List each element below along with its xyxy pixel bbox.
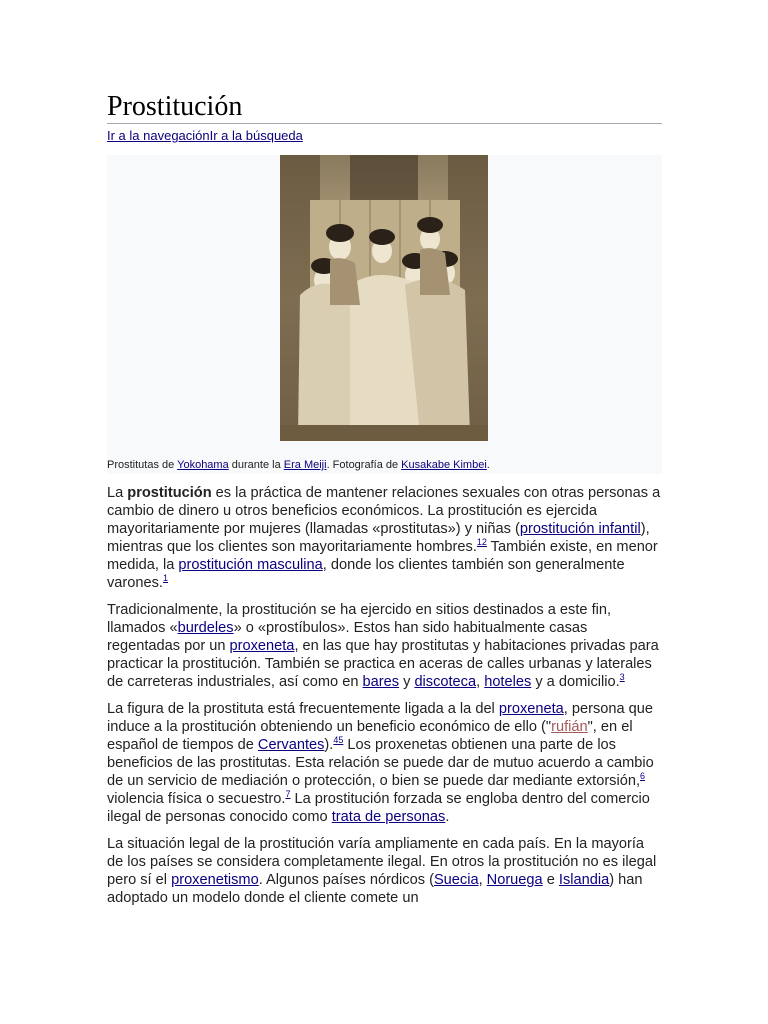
article-body bbox=[107, 484, 662, 916]
text: , bbox=[476, 674, 485, 690]
link-discoteca[interactable]: discoteca bbox=[414, 674, 477, 690]
text: La prostitución forzada se engloba dentro del comercio ilegal de personas conocido como bbox=[107, 791, 650, 825]
bold-term: prostitución bbox=[127, 485, 212, 501]
link-proxeneta[interactable]: proxeneta bbox=[498, 701, 564, 717]
reference-link[interactable]: 1 bbox=[162, 573, 168, 584]
text: Tradicionalmente, la prostitución se ha ejercido en sitios destinados a este fin, llamados « bbox=[107, 602, 612, 636]
paragraph-1 bbox=[107, 484, 662, 592]
text: es la práctica de mantener relaciones sexuales con otras personas a cambio de dinero u otros beneficios económicos. La prostitución es ejercida mayoritariamente por mujeres (llamadas «prostitutas») y niñas ( bbox=[107, 485, 661, 537]
link-yokohama[interactable]: Yokohama bbox=[177, 459, 229, 471]
caption-text: . Fotografía de bbox=[326, 459, 402, 471]
text: Los proxenetas obtienen una parte de los beneficios de las prostitutas. Esta relación se puede dar de mutuo acuerdo a cambio de un servicio de mediación o protección, o bien se puede dar mediante extorsión, bbox=[107, 737, 654, 789]
link-burdeles[interactable]: burdeles bbox=[177, 620, 234, 636]
reference-link[interactable]: 7 bbox=[285, 789, 291, 800]
link-suecia[interactable]: Suecia bbox=[433, 872, 479, 888]
jump-links bbox=[107, 128, 303, 144]
text: y a domicilio. bbox=[531, 674, 620, 690]
link-rufian[interactable]: rufián bbox=[551, 719, 588, 735]
reference-link[interactable]: 45 bbox=[333, 735, 344, 746]
link-proxeneta[interactable]: proxeneta bbox=[229, 638, 295, 654]
text: También existe, en menor medida, la bbox=[107, 539, 658, 573]
link-noruega[interactable]: Noruega bbox=[486, 872, 543, 888]
paragraph-4 bbox=[107, 835, 662, 907]
caption-text: . bbox=[486, 459, 490, 471]
text: La bbox=[107, 485, 128, 501]
link-trata-de-personas[interactable]: trata de personas bbox=[331, 809, 446, 825]
text: » o «prostíbulos». Estos han sido habitualmente casas regentadas por un bbox=[107, 620, 588, 654]
text: y bbox=[399, 674, 415, 690]
link-cervantes[interactable]: Cervantes bbox=[257, 737, 325, 753]
link-kusakabe-kimbei[interactable]: Kusakabe Kimbei bbox=[401, 459, 487, 471]
text: , persona que induce a la prostitución obteniendo un beneficio económico de ello (" bbox=[107, 701, 654, 735]
link-prostitucion-masculina[interactable]: prostitución masculina bbox=[178, 557, 323, 573]
sepia-photograph bbox=[280, 155, 488, 441]
reference-link[interactable]: 3 bbox=[619, 672, 625, 683]
page-title: Prostitución bbox=[107, 91, 243, 122]
link-proxenetismo[interactable]: proxenetismo bbox=[171, 872, 259, 888]
text: La situación legal de la prostitución varía ampliamente en cada país. En la mayoría de los países se considera completamente ilegal. En otros la prostitución no es ilegal pero sí el bbox=[107, 836, 657, 888]
caption-text: durante la bbox=[228, 459, 284, 471]
text: , en las que hay prostitutas y habitaciones privadas para practicar la prostitución. También se practica en aceras de calles urbanas y laterales de carreteras industriales, así como en bbox=[107, 638, 659, 690]
figure-caption bbox=[107, 458, 490, 472]
text: ", en el español de tiempos de bbox=[107, 719, 633, 753]
text: , donde los clientes también son generalmente varones. bbox=[107, 557, 625, 591]
jump-to-navigation-link[interactable]: Ir a la navegación bbox=[107, 128, 210, 143]
photo-image[interactable] bbox=[280, 155, 488, 441]
text: ) han adoptado un modelo donde el cliente comete un bbox=[107, 872, 643, 906]
text: ), mientras que los clientes son mayoritariamente hombres. bbox=[107, 521, 650, 555]
caption-text: Prostitutas de bbox=[107, 459, 178, 471]
reference-link[interactable]: 6 bbox=[640, 771, 646, 782]
reference-link[interactable]: 12 bbox=[476, 537, 487, 548]
thumbnail-figure bbox=[107, 155, 662, 474]
text: ). bbox=[324, 737, 334, 753]
link-hoteles[interactable]: hoteles bbox=[484, 674, 532, 690]
jump-to-search-link[interactable]: Ir a la búsqueda bbox=[209, 128, 303, 143]
text: . bbox=[445, 809, 450, 825]
text: La figura de la prostituta está frecuentemente ligada a la del bbox=[107, 701, 499, 717]
text: e bbox=[542, 872, 559, 888]
text: . Algunos países nórdicos ( bbox=[258, 872, 434, 888]
link-islandia[interactable]: Islandia bbox=[558, 872, 610, 888]
link-prostitucion-infantil[interactable]: prostitución infantil bbox=[519, 521, 641, 537]
text: violencia física o secuestro. bbox=[107, 791, 286, 807]
link-era-meiji[interactable]: Era Meiji bbox=[283, 459, 327, 471]
title-divider bbox=[107, 123, 662, 124]
paragraph-3 bbox=[107, 700, 662, 826]
paragraph-2 bbox=[107, 601, 662, 691]
text: , bbox=[478, 872, 487, 888]
link-bares[interactable]: bares bbox=[362, 674, 400, 690]
